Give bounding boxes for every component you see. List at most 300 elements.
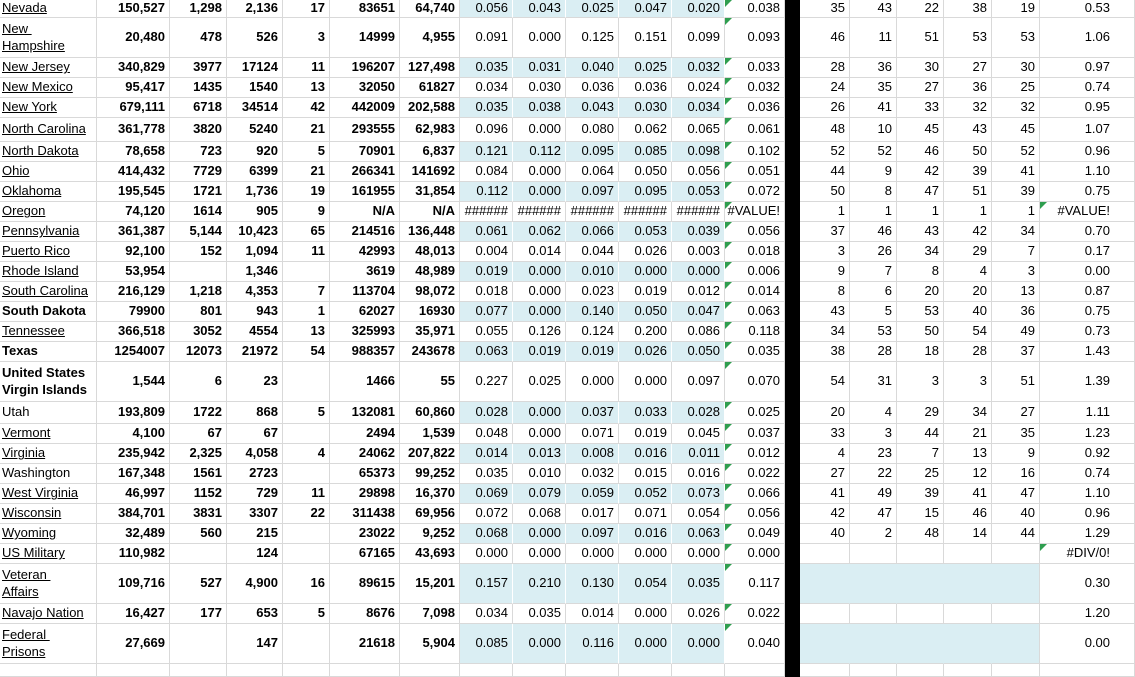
cell-ratio-value[interactable] [566, 58, 619, 78]
cell-count-value[interactable] [170, 604, 227, 624]
cell-average-value[interactable] [725, 362, 785, 402]
cell-ratio-value[interactable] [672, 242, 725, 262]
cell-count-value[interactable] [97, 58, 170, 78]
cell-average-value[interactable] [725, 222, 785, 242]
cell-count-value[interactable] [227, 342, 283, 362]
cell-count-value[interactable] [400, 202, 460, 222]
cell-ratio-value[interactable] [672, 402, 725, 424]
cell-ratio-value[interactable] [672, 484, 725, 504]
cell-ratio-value[interactable] [672, 604, 725, 624]
cell-ratio-value[interactable] [619, 544, 672, 564]
cell-final-ratio[interactable] [1040, 162, 1135, 182]
cell-rank-value[interactable] [992, 362, 1040, 402]
cell-rank-value[interactable] [992, 464, 1040, 484]
cell-rank-value[interactable] [800, 202, 850, 222]
cell-count-value[interactable] [283, 18, 330, 58]
cell-count-value[interactable] [227, 142, 283, 162]
cell-final-ratio[interactable] [1040, 118, 1135, 142]
cell-count-value[interactable] [170, 504, 227, 524]
cell-final-ratio[interactable] [1040, 58, 1135, 78]
cell-ratio-value[interactable] [566, 664, 619, 677]
cell-count-value[interactable] [227, 118, 283, 142]
cell-ratio-value[interactable] [460, 564, 513, 604]
cell-count-value[interactable] [97, 342, 170, 362]
cell-count-value[interactable] [283, 484, 330, 504]
cell-rank-value[interactable] [850, 162, 897, 182]
cell-count-value[interactable] [330, 202, 400, 222]
cell-count-value[interactable] [97, 182, 170, 202]
cell-count-value[interactable] [330, 564, 400, 604]
cell-ratio-value[interactable] [619, 322, 672, 342]
cell-final-ratio[interactable] [1040, 262, 1135, 282]
cell-ratio-value[interactable] [672, 18, 725, 58]
cell-ratio-value[interactable] [513, 202, 566, 222]
cell-count-value[interactable] [400, 624, 460, 664]
cell-rank-value[interactable] [944, 624, 992, 664]
cell-count-value[interactable] [227, 544, 283, 564]
cell-rank-value[interactable] [944, 322, 992, 342]
cell-ratio-value[interactable] [513, 262, 566, 282]
cell-ratio-value[interactable] [460, 262, 513, 282]
cell-count-value[interactable] [227, 78, 283, 98]
cell-count-value[interactable] [97, 504, 170, 524]
cell-ratio-value[interactable] [619, 362, 672, 402]
cell-ratio-value[interactable] [619, 162, 672, 182]
cell-rank-value[interactable] [897, 78, 944, 98]
cell-state-name[interactable] [0, 78, 97, 98]
cell-count-value[interactable] [97, 282, 170, 302]
cell-count-value[interactable] [330, 162, 400, 182]
cell-count-value[interactable] [283, 362, 330, 402]
cell-rank-value[interactable] [850, 464, 897, 484]
cell-rank-value[interactable] [897, 604, 944, 624]
cell-rank-value[interactable] [850, 444, 897, 464]
cell-final-ratio[interactable] [1040, 98, 1135, 118]
cell-rank-value[interactable] [897, 222, 944, 242]
cell-state-name[interactable] [0, 0, 97, 18]
cell-ratio-value[interactable] [672, 424, 725, 444]
cell-rank-value[interactable] [800, 564, 850, 604]
cell-count-value[interactable] [227, 262, 283, 282]
cell-rank-value[interactable] [944, 524, 992, 544]
cell-rank-value[interactable] [992, 118, 1040, 142]
cell-state-name[interactable] [0, 118, 97, 142]
cell-rank-value[interactable] [944, 664, 992, 677]
cell-rank-value[interactable] [897, 98, 944, 118]
cell-rank-value[interactable] [897, 302, 944, 322]
cell-rank-value[interactable] [850, 302, 897, 322]
cell-ratio-value[interactable] [460, 444, 513, 464]
cell-state-name[interactable] [0, 464, 97, 484]
cell-rank-value[interactable] [992, 242, 1040, 262]
cell-ratio-value[interactable] [566, 98, 619, 118]
cell-ratio-value[interactable] [513, 604, 566, 624]
cell-ratio-value[interactable] [513, 222, 566, 242]
cell-count-value[interactable] [97, 262, 170, 282]
cell-final-ratio[interactable] [1040, 282, 1135, 302]
cell-rank-value[interactable] [800, 604, 850, 624]
cell-rank-value[interactable] [897, 58, 944, 78]
cell-count-value[interactable] [227, 484, 283, 504]
cell-count-value[interactable] [170, 402, 227, 424]
cell-ratio-value[interactable] [672, 0, 725, 18]
cell-final-ratio[interactable] [1040, 484, 1135, 504]
cell-count-value[interactable] [330, 242, 400, 262]
cell-ratio-value[interactable] [460, 362, 513, 402]
cell-ratio-value[interactable] [513, 504, 566, 524]
cell-count-value[interactable] [227, 182, 283, 202]
cell-rank-value[interactable] [992, 544, 1040, 564]
cell-ratio-value[interactable] [513, 0, 566, 18]
cell-count-value[interactable] [97, 0, 170, 18]
cell-rank-value[interactable] [897, 444, 944, 464]
cell-count-value[interactable] [227, 18, 283, 58]
cell-average-value[interactable] [725, 18, 785, 58]
cell-rank-value[interactable] [897, 342, 944, 362]
cell-count-value[interactable] [400, 58, 460, 78]
cell-ratio-value[interactable] [566, 504, 619, 524]
cell-ratio-value[interactable] [672, 222, 725, 242]
cell-rank-value[interactable] [800, 322, 850, 342]
cell-count-value[interactable] [283, 564, 330, 604]
cell-count-value[interactable] [97, 524, 170, 544]
cell-rank-value[interactable] [897, 0, 944, 18]
cell-average-value[interactable] [725, 664, 785, 677]
cell-final-ratio[interactable] [1040, 0, 1135, 18]
cell-rank-value[interactable] [944, 162, 992, 182]
cell-count-value[interactable] [283, 664, 330, 677]
cell-rank-value[interactable] [897, 282, 944, 302]
cell-ratio-value[interactable] [566, 0, 619, 18]
cell-count-value[interactable] [400, 402, 460, 424]
cell-rank-value[interactable] [992, 342, 1040, 362]
cell-count-value[interactable] [227, 302, 283, 322]
cell-count-value[interactable] [97, 18, 170, 58]
cell-count-value[interactable] [400, 504, 460, 524]
cell-rank-value[interactable] [850, 544, 897, 564]
cell-state-name[interactable] [0, 242, 97, 262]
cell-average-value[interactable] [725, 524, 785, 544]
cell-count-value[interactable] [170, 544, 227, 564]
cell-rank-value[interactable] [800, 142, 850, 162]
cell-count-value[interactable] [330, 118, 400, 142]
cell-ratio-value[interactable] [619, 564, 672, 604]
cell-state-name[interactable] [0, 262, 97, 282]
cell-rank-value[interactable] [850, 604, 897, 624]
cell-count-value[interactable] [283, 182, 330, 202]
cell-state-name[interactable] [0, 202, 97, 222]
cell-ratio-value[interactable] [672, 162, 725, 182]
cell-count-value[interactable] [400, 664, 460, 677]
cell-average-value[interactable] [725, 98, 785, 118]
cell-count-value[interactable] [97, 222, 170, 242]
cell-count-value[interactable] [283, 342, 330, 362]
cell-count-value[interactable] [283, 78, 330, 98]
cell-ratio-value[interactable] [566, 302, 619, 322]
cell-count-value[interactable] [400, 78, 460, 98]
cell-count-value[interactable] [400, 424, 460, 444]
cell-rank-value[interactable] [897, 18, 944, 58]
cell-ratio-value[interactable] [513, 282, 566, 302]
cell-ratio-value[interactable] [619, 484, 672, 504]
cell-count-value[interactable] [330, 624, 400, 664]
cell-count-value[interactable] [97, 402, 170, 424]
cell-rank-value[interactable] [850, 402, 897, 424]
cell-count-value[interactable] [170, 322, 227, 342]
cell-rank-value[interactable] [944, 484, 992, 504]
cell-average-value[interactable] [725, 118, 785, 142]
cell-ratio-value[interactable] [513, 302, 566, 322]
cell-count-value[interactable] [170, 362, 227, 402]
cell-state-name[interactable] [0, 444, 97, 464]
cell-count-value[interactable] [170, 202, 227, 222]
cell-state-name[interactable] [0, 322, 97, 342]
cell-average-value[interactable] [725, 302, 785, 322]
cell-final-ratio[interactable] [1040, 242, 1135, 262]
cell-ratio-value[interactable] [513, 322, 566, 342]
cell-count-value[interactable] [400, 0, 460, 18]
cell-ratio-value[interactable] [566, 624, 619, 664]
cell-count-value[interactable] [227, 362, 283, 402]
cell-rank-value[interactable] [944, 464, 992, 484]
cell-ratio-value[interactable] [672, 464, 725, 484]
cell-rank-value[interactable] [897, 162, 944, 182]
cell-ratio-value[interactable] [566, 362, 619, 402]
cell-rank-value[interactable] [800, 664, 850, 677]
cell-count-value[interactable] [400, 444, 460, 464]
cell-rank-value[interactable] [992, 302, 1040, 322]
cell-ratio-value[interactable] [460, 18, 513, 58]
cell-count-value[interactable] [227, 624, 283, 664]
cell-count-value[interactable] [97, 242, 170, 262]
cell-count-value[interactable] [283, 58, 330, 78]
cell-ratio-value[interactable] [460, 464, 513, 484]
cell-rank-value[interactable] [992, 402, 1040, 424]
cell-ratio-value[interactable] [619, 18, 672, 58]
cell-rank-value[interactable] [800, 182, 850, 202]
cell-ratio-value[interactable] [513, 444, 566, 464]
cell-ratio-value[interactable] [672, 342, 725, 362]
cell-ratio-value[interactable] [672, 664, 725, 677]
cell-count-value[interactable] [400, 302, 460, 322]
cell-rank-value[interactable] [992, 142, 1040, 162]
cell-count-value[interactable] [400, 362, 460, 402]
cell-ratio-value[interactable] [566, 142, 619, 162]
cell-final-ratio[interactable] [1040, 18, 1135, 58]
cell-count-value[interactable] [227, 444, 283, 464]
cell-rank-value[interactable] [800, 262, 850, 282]
cell-final-ratio[interactable] [1040, 504, 1135, 524]
cell-state-name[interactable] [0, 182, 97, 202]
cell-count-value[interactable] [283, 624, 330, 664]
cell-rank-value[interactable] [850, 118, 897, 142]
cell-count-value[interactable] [170, 242, 227, 262]
cell-ratio-value[interactable] [566, 444, 619, 464]
cell-ratio-value[interactable] [460, 222, 513, 242]
cell-average-value[interactable] [725, 282, 785, 302]
cell-count-value[interactable] [227, 162, 283, 182]
cell-rank-value[interactable] [992, 58, 1040, 78]
cell-ratio-value[interactable] [566, 18, 619, 58]
cell-count-value[interactable] [170, 524, 227, 544]
cell-ratio-value[interactable] [513, 342, 566, 362]
cell-ratio-value[interactable] [566, 604, 619, 624]
cell-rank-value[interactable] [897, 564, 944, 604]
cell-ratio-value[interactable] [513, 524, 566, 544]
cell-rank-value[interactable] [800, 464, 850, 484]
cell-ratio-value[interactable] [566, 162, 619, 182]
cell-ratio-value[interactable] [566, 484, 619, 504]
cell-ratio-value[interactable] [566, 564, 619, 604]
cell-count-value[interactable] [97, 544, 170, 564]
cell-rank-value[interactable] [800, 78, 850, 98]
cell-count-value[interactable] [227, 402, 283, 424]
cell-state-name[interactable] [0, 402, 97, 424]
cell-state-name[interactable] [0, 524, 97, 544]
cell-count-value[interactable] [283, 262, 330, 282]
cell-ratio-value[interactable] [672, 58, 725, 78]
cell-ratio-value[interactable] [566, 118, 619, 142]
cell-final-ratio[interactable] [1040, 302, 1135, 322]
cell-count-value[interactable] [330, 664, 400, 677]
cell-count-value[interactable] [97, 484, 170, 504]
cell-rank-value[interactable] [850, 484, 897, 504]
cell-rank-value[interactable] [850, 58, 897, 78]
cell-final-ratio[interactable] [1040, 544, 1135, 564]
cell-ratio-value[interactable] [672, 544, 725, 564]
cell-count-value[interactable] [170, 58, 227, 78]
cell-state-name[interactable] [0, 282, 97, 302]
cell-rank-value[interactable] [992, 182, 1040, 202]
cell-rank-value[interactable] [897, 242, 944, 262]
cell-count-value[interactable] [400, 242, 460, 262]
cell-ratio-value[interactable] [460, 242, 513, 262]
cell-final-ratio[interactable] [1040, 444, 1135, 464]
cell-ratio-value[interactable] [672, 504, 725, 524]
cell-rank-value[interactable] [800, 242, 850, 262]
cell-ratio-value[interactable] [566, 524, 619, 544]
cell-count-value[interactable] [283, 544, 330, 564]
cell-final-ratio[interactable] [1040, 564, 1135, 604]
cell-count-value[interactable] [170, 222, 227, 242]
cell-count-value[interactable] [283, 604, 330, 624]
cell-final-ratio[interactable] [1040, 342, 1135, 362]
cell-rank-value[interactable] [944, 118, 992, 142]
cell-rank-value[interactable] [897, 424, 944, 444]
cell-count-value[interactable] [283, 222, 330, 242]
cell-count-value[interactable] [283, 504, 330, 524]
cell-state-name[interactable] [0, 362, 97, 402]
cell-rank-value[interactable] [992, 202, 1040, 222]
cell-rank-value[interactable] [850, 424, 897, 444]
cell-ratio-value[interactable] [460, 58, 513, 78]
cell-count-value[interactable] [330, 362, 400, 402]
cell-final-ratio[interactable] [1040, 424, 1135, 444]
cell-average-value[interactable] [725, 162, 785, 182]
cell-count-value[interactable] [170, 664, 227, 677]
cell-rank-value[interactable] [850, 664, 897, 677]
cell-rank-value[interactable] [850, 182, 897, 202]
cell-rank-value[interactable] [897, 118, 944, 142]
cell-ratio-value[interactable] [619, 142, 672, 162]
cell-count-value[interactable] [283, 282, 330, 302]
cell-count-value[interactable] [330, 464, 400, 484]
cell-count-value[interactable] [170, 162, 227, 182]
cell-ratio-value[interactable] [619, 342, 672, 362]
cell-rank-value[interactable] [944, 504, 992, 524]
cell-ratio-value[interactable] [619, 182, 672, 202]
cell-rank-value[interactable] [992, 624, 1040, 664]
cell-rank-value[interactable] [850, 262, 897, 282]
cell-rank-value[interactable] [850, 282, 897, 302]
cell-count-value[interactable] [400, 604, 460, 624]
cell-average-value[interactable] [725, 444, 785, 464]
cell-rank-value[interactable] [850, 202, 897, 222]
cell-rank-value[interactable] [944, 182, 992, 202]
cell-count-value[interactable] [400, 564, 460, 604]
cell-count-value[interactable] [330, 444, 400, 464]
cell-rank-value[interactable] [800, 524, 850, 544]
cell-average-value[interactable] [725, 604, 785, 624]
cell-rank-value[interactable] [944, 544, 992, 564]
cell-count-value[interactable] [283, 242, 330, 262]
cell-rank-value[interactable] [850, 18, 897, 58]
cell-ratio-value[interactable] [672, 362, 725, 402]
cell-ratio-value[interactable] [460, 162, 513, 182]
cell-ratio-value[interactable] [619, 118, 672, 142]
cell-average-value[interactable] [725, 504, 785, 524]
cell-final-ratio[interactable] [1040, 142, 1135, 162]
cell-final-ratio[interactable] [1040, 624, 1135, 664]
cell-ratio-value[interactable] [672, 118, 725, 142]
cell-average-value[interactable] [725, 202, 785, 222]
cell-count-value[interactable] [97, 464, 170, 484]
cell-state-name[interactable] [0, 162, 97, 182]
cell-rank-value[interactable] [800, 484, 850, 504]
cell-ratio-value[interactable] [513, 18, 566, 58]
cell-average-value[interactable] [725, 424, 785, 444]
cell-rank-value[interactable] [850, 362, 897, 402]
cell-ratio-value[interactable] [619, 604, 672, 624]
cell-count-value[interactable] [170, 98, 227, 118]
cell-average-value[interactable] [725, 0, 785, 18]
cell-ratio-value[interactable] [566, 402, 619, 424]
cell-count-value[interactable] [97, 98, 170, 118]
cell-ratio-value[interactable] [619, 98, 672, 118]
cell-ratio-value[interactable] [619, 58, 672, 78]
cell-rank-value[interactable] [992, 664, 1040, 677]
cell-ratio-value[interactable] [460, 118, 513, 142]
cell-state-name[interactable] [0, 142, 97, 162]
cell-count-value[interactable] [97, 564, 170, 604]
cell-rank-value[interactable] [944, 444, 992, 464]
cell-state-name[interactable] [0, 664, 97, 677]
cell-rank-value[interactable] [897, 464, 944, 484]
cell-count-value[interactable] [330, 544, 400, 564]
cell-ratio-value[interactable] [619, 504, 672, 524]
cell-rank-value[interactable] [850, 0, 897, 18]
cell-ratio-value[interactable] [672, 282, 725, 302]
cell-count-value[interactable] [97, 362, 170, 402]
cell-count-value[interactable] [97, 302, 170, 322]
cell-count-value[interactable] [330, 18, 400, 58]
cell-state-name[interactable] [0, 302, 97, 322]
cell-ratio-value[interactable] [619, 242, 672, 262]
cell-count-value[interactable] [400, 484, 460, 504]
cell-count-value[interactable] [227, 504, 283, 524]
cell-count-value[interactable] [400, 142, 460, 162]
cell-count-value[interactable] [400, 282, 460, 302]
